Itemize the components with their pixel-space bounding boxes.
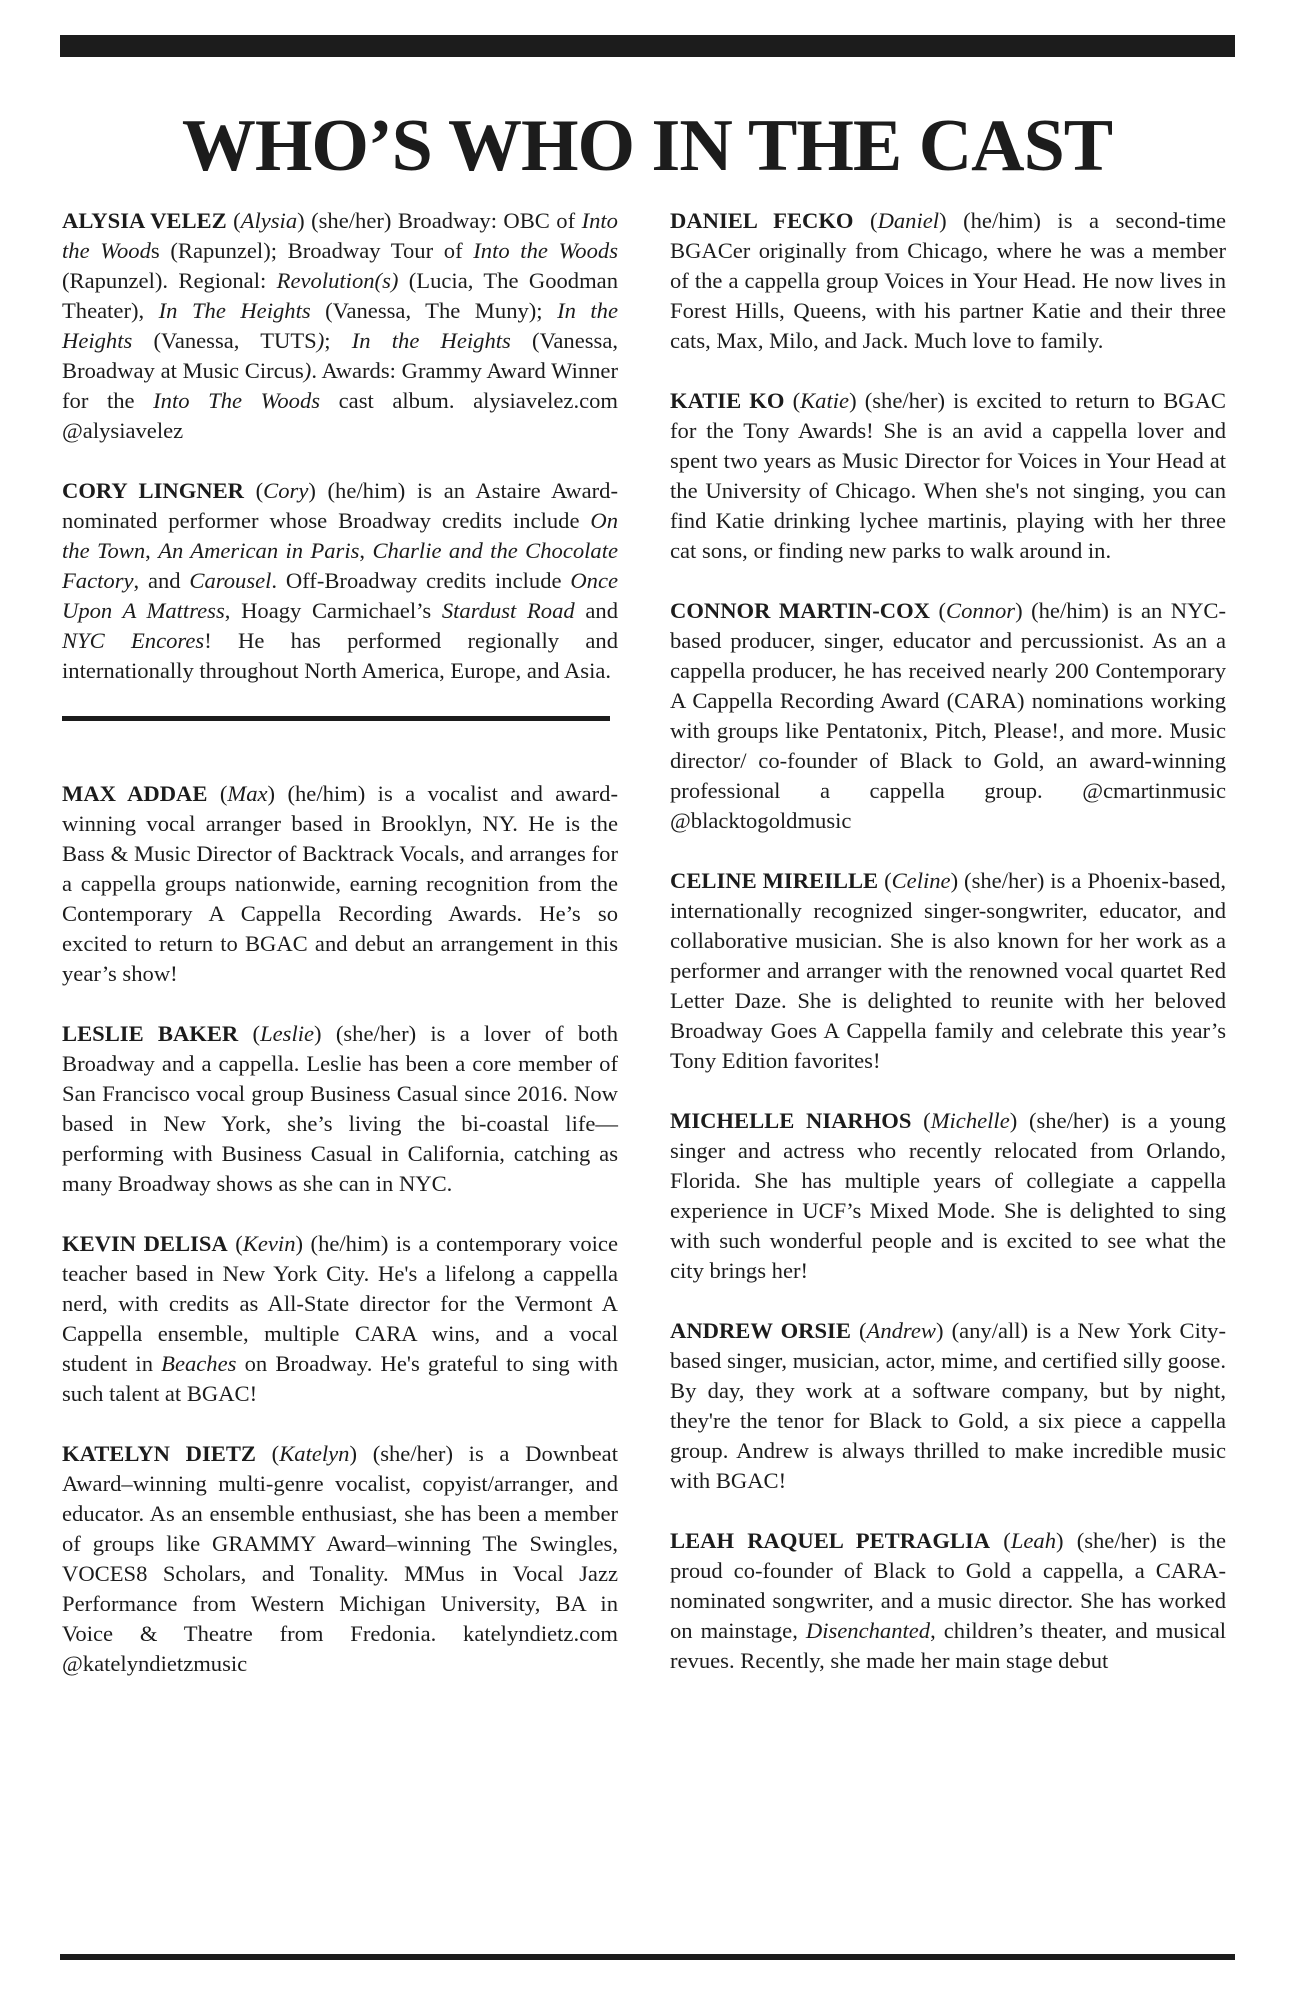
bio-katie-ko: KATIE KO (Katie) (she/her) is excited to return to BGAC for the Tony Awards! She is an avid a cappella lover and spent two years as Music Director for Voices in Your Head at the University of Chicago. When she's not singing, you can find Katie drinking lychee martinis, playing with her three cat sons, or finding new parks to walk around in. [670, 388, 1226, 563]
section-divider [62, 716, 610, 721]
bio-leslie-baker: LESLIE BAKER (Leslie) (she/her) is a lover of both Broadway and a cappella. Leslie has been a core member of San Francisco vocal group Business Casual since 2016. Now based in New York, she’s living the bi-coastal life—performing with Business Casual in California, catching as many Broadway shows as she can in NYC. [62, 1021, 618, 1196]
right-column [670, 206, 1226, 1706]
bio-leah-raquel-petraglia: LEAH RAQUEL PETRAGLIA (Leah) (she/her) is the proud co-founder of Black to Gold a cappella, a CARA-nominated songwriter, and a music director. She has worked on mainstage, Disenchanted, children’s theater, and musical revues. Recently, she made her main stage debut [670, 1528, 1227, 1673]
bio-cory-lingner: CORY LINGNER (Cory) (he/him) is an Astaire Award-nominated performer whose Broadway credits include On the Town, An American in Paris, Charlie and the Chocolate Factory, and Carousel. Off-Broadway credits include Once Upon A Mattress, Hoagy Carmichael’s Stardust Road and NYC Encores! He has performed regionally and internationally throughout North America, Europe, and Asia. [62, 478, 619, 683]
bio-katelyn-dietz: KATELYN DIETZ (Katelyn) (she/her) is a Downbeat Award–winning multi-genre vocalist, copyist/arranger, and educator. As an ensemble enthusiast, she has been a member of groups like GRAMMY Award–winning The Swingles, VOCES8 Scholars, and Tonality. MMus in Vocal Jazz Performance from Western Michigan University, BA in Voice & Theatre from Fredonia. katelyndietz.com @katelyndietzmusic [62, 1441, 618, 1676]
bio-michelle-niarhos: MICHELLE NIARHOS (Michelle) (she/her) is a young singer and actress who recently relocated from Orlando, Florida. She has multiple years of collegiate a cappella experience in UCF’s Mixed Mode. She is delighted to sing with such wonderful people and is excited to see what the city brings her! [670, 1108, 1226, 1283]
left-column [62, 206, 618, 1709]
bio-celine-mireille: CELINE MIREILLE (Celine) (she/her) is a Phoenix-based, internationally recognized singer-songwriter, educator, and collaborative musician. She is also known for her work as a performer and arranger with the renowned vocal quartet Red Letter Daze. She is delighted to reunite with her beloved Broadway Goes A Cappella family and celebrate this year’s Tony Edition favorites! [670, 868, 1226, 1073]
bio-alysia-velez: ALYSIA VELEZ (Alysia) (she/her) Broadway: OBC of Into the Woods (Rapunzel); Broadway Tour of Into the Woods (Rapunzel). Regional: Revolution(s) (Lucia, The Goodman Theater), In The Heights (Vanessa, The Muny); In the Heights (Vanessa, TUTS); In the Heights (Vanessa, Broadway at Music Circus). Awards: Grammy Award Winner for the Into The Woods cast album. alysiavelez.com @alysiavelez [62, 208, 619, 443]
bio-andrew-orsie: ANDREW ORSIE (Andrew) (any/all) is a New York City-based singer, musician, actor, mime, and certified silly goose. By day, they work at a software company, but by night, they're the tenor for Black to Gold, a six piece a cappella group. Andrew is always thrilled to make incredible music with BGAC! [670, 1318, 1226, 1493]
bio-daniel-fecko: DANIEL FECKO (Daniel) (he/him) is a second-time BGACer originally from Chicago, where he was a member of the a cappella group Voices in Your Head. He now lives in Forest Hills, Queens, with his partner Katie and their three cats, Max, Milo, and Jack. Much love to family. [670, 208, 1226, 353]
bio-max-addae: MAX ADDAE (Max) (he/him) is a vocalist and award-winning vocal arranger based in Brooklyn, NY. He is the Bass & Music Director of Backtrack Vocals, and arranges for a cappella groups nationwide, earning recognition from the Contemporary A Cappella Recording Awards. He’s so excited to return to BGAC and debut an arrangement in this year’s show! [62, 781, 618, 986]
bottom-rule [60, 1954, 1235, 1960]
bio-connor-martin-cox: CONNOR MARTIN-COX (Connor) (he/him) is an NYC-based producer, singer, educator and percussionist. As an a cappella producer, he has received nearly 200 Contemporary A Cappella Recording Award (CARA) nominations working with groups like Pentatonix, Pitch, Please!, and more. Music director/ co-founder of Black to Gold, an award-winning professional a cappella group. @cmartinmusic @blacktogoldmusic [670, 598, 1226, 833]
top-rule [60, 35, 1235, 57]
page-title: WHO’S WHO IN THE CAST [181, 105, 1113, 187]
bio-kevin-delisa: KEVIN DELISA (Kevin) (he/him) is a contemporary voice teacher based in New York City. He's a lifelong a cappella nerd, with credits as All-State director for the Vermont A Cappella ensemble, multiple CARA wins, and a vocal student in Beaches on Broadway. He's grateful to sing with such talent at BGAC! [62, 1231, 618, 1406]
